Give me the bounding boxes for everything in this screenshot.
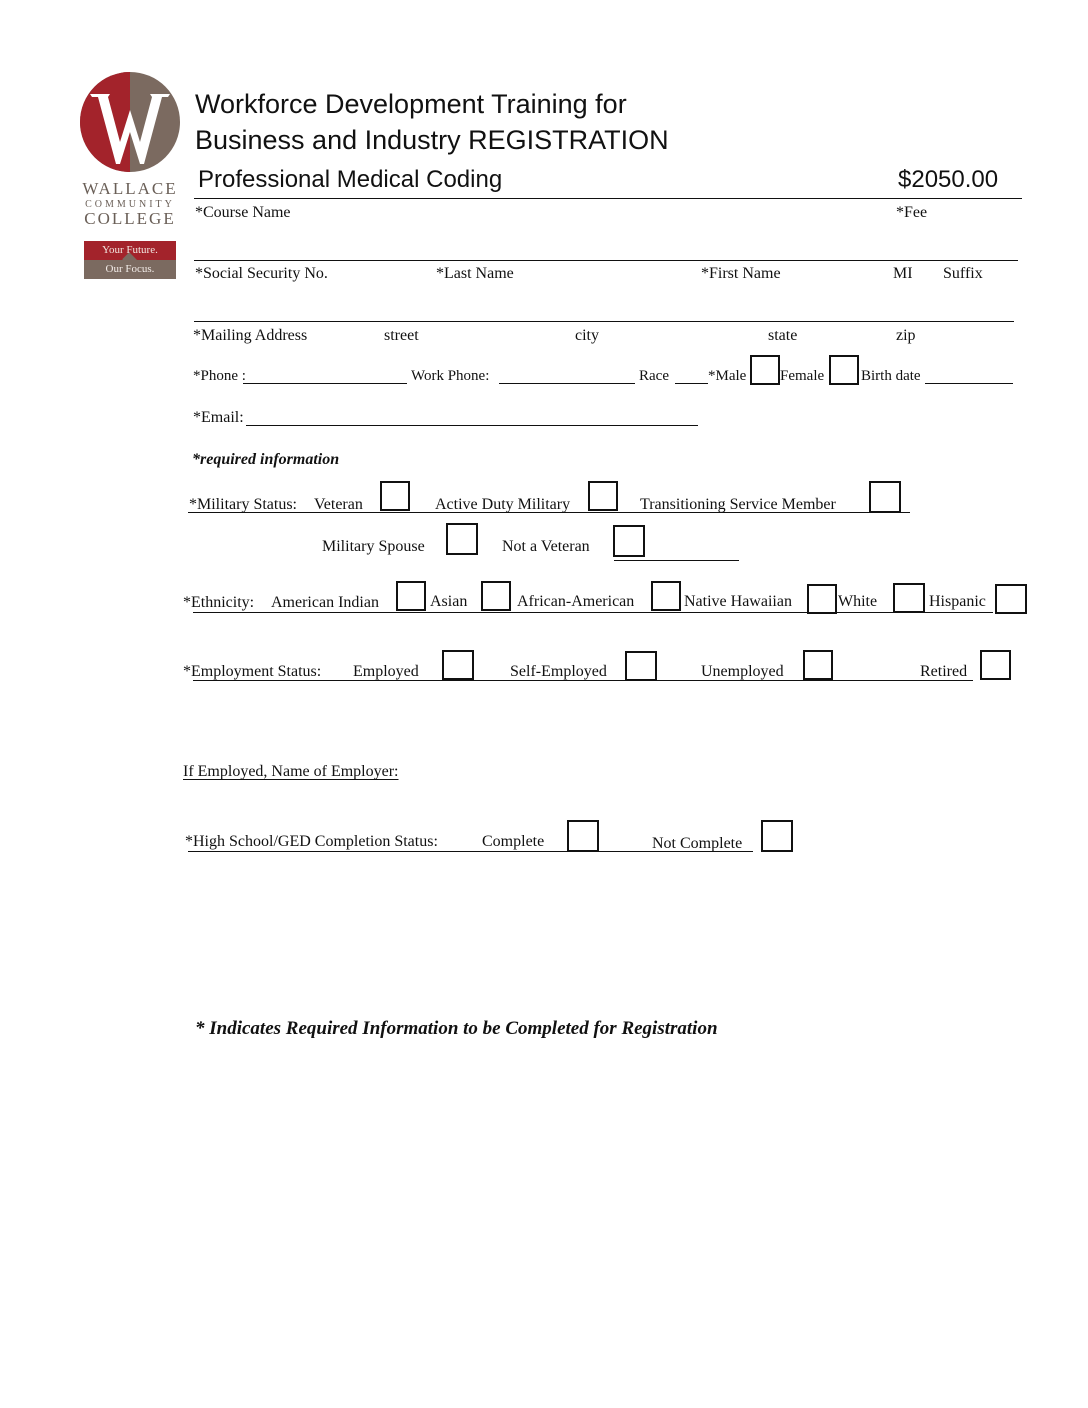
college-name-line2: COMMUNITY [85, 199, 175, 210]
fee-label: *Fee [896, 204, 928, 221]
military-spouse-checkbox[interactable] [446, 523, 478, 555]
email-label: *Email: [193, 409, 244, 426]
name-input-line[interactable] [194, 260, 1018, 261]
asian-checkbox[interactable] [481, 581, 511, 611]
course-name-value: Professional Medical Coding [198, 166, 503, 193]
wallace-w-emblem [78, 70, 182, 174]
american-indian-label: American Indian [271, 594, 379, 611]
retired-label: Retired [920, 663, 968, 680]
fee-value: $2050.00 [898, 166, 999, 193]
transitioning-label: Transitioning Service Member [640, 496, 836, 513]
transitioning-checkbox[interactable] [869, 481, 901, 513]
required-note: *required information [192, 451, 340, 468]
not-veteran-label: Not a Veteran [502, 538, 590, 555]
college-logo [78, 70, 182, 280]
mailing-address-label: *Mailing Address [193, 327, 308, 344]
mi-label: MI [893, 265, 913, 282]
phone-label: *Phone : [193, 368, 246, 384]
active-duty-checkbox[interactable] [588, 481, 618, 511]
college-name-line1: WALLACE [82, 179, 178, 198]
employed-label: Employed [353, 663, 419, 680]
first-name-label: *First Name [701, 265, 781, 282]
email-input[interactable] [246, 425, 698, 426]
employment-status-label: *Employment Status: [183, 663, 322, 680]
suffix-label: Suffix [943, 265, 983, 282]
zip-label: zip [896, 327, 916, 344]
african-american-label: African-American [517, 593, 635, 610]
birth-date-label: Birth date [861, 368, 921, 384]
native-hawaiian-checkbox[interactable] [807, 584, 837, 614]
birth-date-input[interactable] [925, 383, 1013, 384]
active-duty-label: Active Duty Military [435, 496, 571, 513]
female-checkbox[interactable] [829, 355, 859, 385]
unemployed-label: Unemployed [701, 663, 784, 680]
not-veteran-checkbox[interactable] [613, 525, 645, 557]
native-hawaiian-label: Native Hawaiian [684, 593, 792, 610]
race-input[interactable] [675, 383, 708, 384]
tagline-line2: Our Focus. [105, 263, 155, 275]
street-label: street [384, 327, 419, 344]
white-checkbox[interactable] [893, 583, 925, 613]
not-complete-label: Not Complete [652, 835, 743, 852]
city-label: city [575, 327, 599, 344]
self-employed-label: Self-Employed [510, 663, 607, 680]
employer-label: If Employed, Name of Employer: [183, 763, 399, 780]
self-employed-checkbox[interactable] [625, 651, 657, 681]
tagline-banner [84, 241, 176, 279]
high-school-label: *High School/GED Completion Status: [185, 833, 438, 850]
hispanic-checkbox[interactable] [995, 584, 1027, 614]
unemployed-checkbox[interactable] [803, 650, 833, 680]
military-status-label: *Military Status: [189, 496, 297, 513]
african-american-checkbox[interactable] [651, 581, 681, 611]
not-complete-checkbox[interactable] [761, 820, 793, 852]
form-title-line1: Workforce Development Training for [195, 89, 627, 119]
asian-label: Asian [430, 593, 468, 610]
race-label: Race [639, 368, 669, 384]
employed-checkbox[interactable] [442, 650, 474, 680]
american-indian-checkbox[interactable] [396, 581, 426, 611]
male-checkbox[interactable] [750, 355, 780, 385]
male-label: *Male [708, 368, 747, 384]
course-fee-line [194, 198, 1022, 199]
work-phone-input[interactable] [499, 383, 635, 384]
veteran-label: Veteran [314, 496, 363, 513]
state-label: state [768, 327, 798, 344]
tagline-line1: Your Future. [102, 244, 158, 256]
retired-checkbox[interactable] [980, 650, 1011, 680]
female-label: Female [780, 368, 825, 384]
last-name-label: *Last Name [436, 265, 514, 282]
ethnicity-label: *Ethnicity: [183, 594, 255, 611]
phone-input[interactable] [243, 383, 407, 384]
work-phone-label: Work Phone: [411, 368, 490, 384]
white-label: White [838, 593, 878, 610]
form-title-line2: Business and Industry REGISTRATION [195, 125, 669, 155]
ssn-label: *Social Security No. [195, 265, 328, 282]
complete-checkbox[interactable] [567, 820, 599, 852]
course-name-label: *Course Name [195, 204, 291, 221]
complete-label: Complete [482, 833, 545, 850]
military-row2-underline [614, 560, 739, 561]
hispanic-label: Hispanic [929, 593, 986, 610]
college-name-line3: COLLEGE [84, 209, 176, 228]
military-spouse-label: Military Spouse [322, 538, 425, 555]
veteran-checkbox[interactable] [380, 481, 410, 511]
required-footer-note: * Indicates Required Information to be Completed for Registration [195, 1018, 718, 1039]
ethnicity-row-underline [193, 612, 993, 613]
address-input-line[interactable] [194, 321, 1014, 322]
